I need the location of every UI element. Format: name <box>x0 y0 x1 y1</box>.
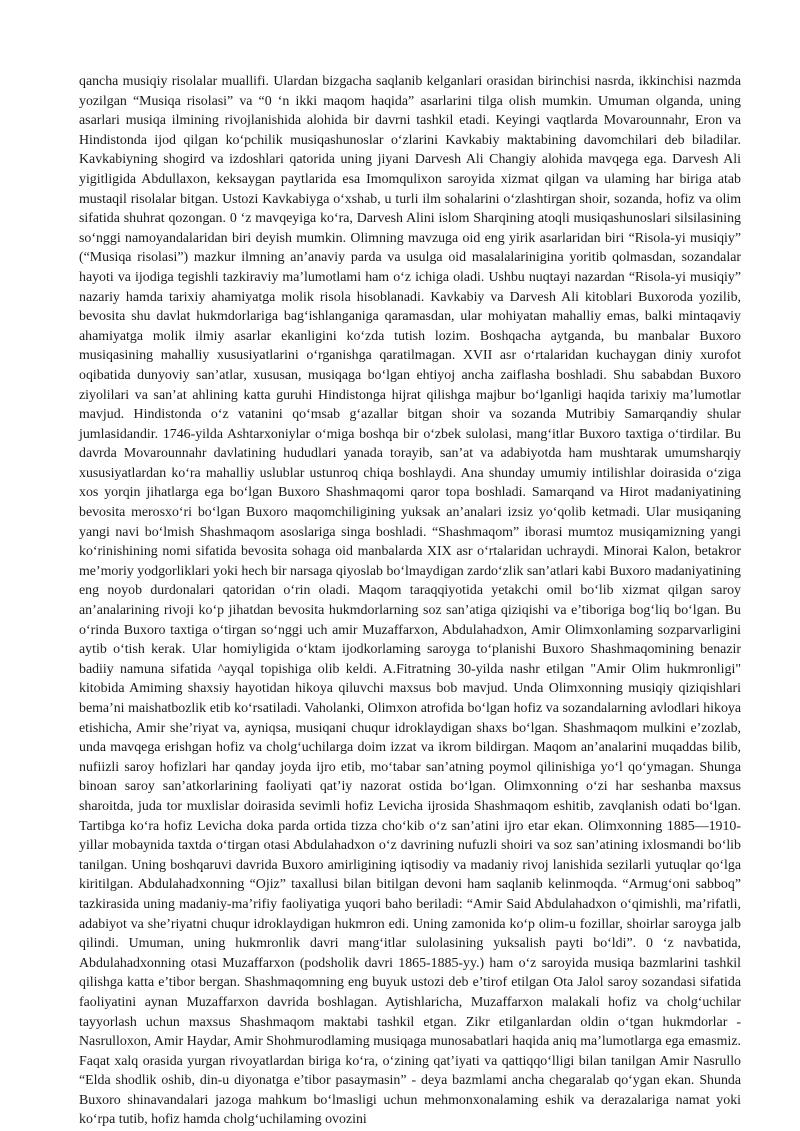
body-paragraph: qancha musiqiy risolalar muallifi. Ulardan bizgacha saqlanib kelganlari orasidan birinchisi nasrda, ikkinchisi nazmda yozilgan “Musiqa risolasi” va “0 ‘n ikki maqom haqida” asarlarini tilga olish mumkin. Umuman olganda, uning asarlari musiqa ilmining rivojlanishida alohida bir davrni tashkil etadi. Keyingi vaqtlarda Movarounnahr, Eron va Hindistonda ijod qilgan ko‘pchilik musiqashunoslar o‘zlarini Kavkabiy maktabining davomchilari deb biladilar. Kavkabiyning shogird va izdoshlari qatorida uning jiyani Darvesh Ali Changiy alohida mavqega ega. Darvesh Ali yigitligida Abdullaxon, keksaygan paytlarida esa Imomqulixon saroyida xizmat qilgan va ulaming har biriga atab mustaqil risolalar bitgan. Ustozi Kavkabiyga o‘xshab, u turli ilm sohalarini o‘zlashtirgan shoir, sozanda, hofiz va olim sifatida shuhrat qozongan. 0 ‘z mavqeyiga ko‘ra, Darvesh Alini islom Sharqining atoqli musiqashunoslari silsilasining so‘nggi namoyandalaridan biri deyish mumkin. Olimning mavzuga oid eng yirik asarlaridan biri “Risola-yi musiqiy” (“Musiqa risolasi”) mazkur ilmning an’anaviy parda va usulga oid masalalarinigina yoritib qolmasdan, sozandalar hayoti va ijodiga tegishli tazkiraviy ma’lumotlami ham o‘z ichiga oladi. Ushbu nuqtayi nazardan “Risola-yi musiqiy” nazariy hamda tarixiy ahamiyatga molik risola hisoblanadi. Kavkabiy va Darvesh Ali kitoblari Buxoroda yozilib, bevosita shu davlat hukmdorlariga bag‘ishlanganiga qaramasdan, ular mohiyatan mahalliy emas, balki mintaqaviy ahamiyatga molik ilmiy asarlar ekanligini ko‘zda tutish lozim. Boshqacha aytganda, bu manbalar Buxoro musiqasining mahalliy xususiyatlarini o‘rganishga qaratilmagan. XVII asr o‘rtalaridan kuchaygan diniy xurofot oqibatida dunyoviy san’atlar, xususan, musiqaga bo‘lgan ehtiyoj ancha zaiflasha boshladi. Shu sababdan Buxoro ziyolilari va san’at ahlining katta guruhi Hindistonga hijrat qilishga majbur bo‘lganligi haqida tarixiy ma’lumotlar mavjud. Hindistonda o‘z vatanini qo‘msab g‘azallar bitgan shoir va sozanda Mutribiy Samarqandiy shular jumlasidandir. 1746-yilda Ashtarxoniylar o‘miga boshqa bir o‘zbek sulolasi, mang‘itlar Buxoro taxtiga o‘tirdilar. Bu davrda Movarounnahr davlatining hududlari yanada torayib, san’at va adabiyotda ham mushtarak umumsharqiy xususiyatlardan ko‘ra mahalliy uslublar ustunroq chiqa boshlaydi. Ana shunday umumiy intilishlar doirasida o‘ziga xos yorqin jihatlarga ega bo‘lgan Buxoro Shashmaqomi qaror topa boshladi. Samarqand va Hirot madaniyatining bevosita merosxo‘ri bo‘lgan Buxoro maqomchiligining yuksak an’analari izsiz yo‘qolib ketmadi. Ular musiqaning yangi navi bo‘lmish Shashmaqom asoslariga singa boshladi. “Shashmaqom” iborasi mumtoz musiqamizning yangi ko‘rinishining nomi sifatida bevosita sohaga oid manbalarda XIX asr o‘rtalaridan uchraydi. Minorai Kalon, betakror me’moriy yodgorliklari yoki hech bir narsaga qiyoslab bo‘lmaydigan zardo‘zlik san’atlari kabi Buxoro madaniyatining eng noyob durdonalari qatoridan o‘rin oladi. Maqom taraqqiyotida yetakchi omil bo‘lib xizmat qilgan saroy an’analarining rivoji ko‘p jihatdan bevosita hukmdorlarning soz san’atiga qiziqishi va e’tiboriga bog‘liq bo‘lgan. Bu o‘rinda Buxoro taxtiga o‘tirgan so‘nggi uch amir Muzaffarxon, Abdulahadxon, Amir Olimxonlaming sozparvarligini aytib o‘tish kerak. Ular homiyligida o‘ktam ijodkorlaming saroyga to‘planishi Buxoro Shashmaqomining benazir badiiy namuna sifatida ^ayqal topishiga olib keldi. A.Fitratning 30-yilda nashr etilgan "Amir Olim hukmronligi" kitobida Amiming shaxsiy hayotidan hikoya qiluvchi maxsus bob mavjud. Unda Olimxonning musiqiy qiziqishlari bema’ni maishatbozlik etib ko‘rsatiladi. Vaholanki, Olimxon atrofida bo‘lgan hofiz va sozandalarning avlodlari hikoya etishicha, Amir she’riyat va, ayniqsa, musiqani chuqur idroklaydigan shaxs bo‘lgan. Shashmaqom mulkini e’zozlab, unda mavqega erishgan hofiz va cholg‘uchilarga doim izzat va ikrom bildirgan. Maqom an’analarini muqaddas bilib, nufiizli saroy hofizlari har qanday joyda ijro etib, mo‘tabar san’atning poymol qilinishiga yo‘l qo‘ymagan. Shunga binoan saroy san’atkorlarining faoliyati qat’iy nazorat ostida bo‘lgan. Olimxonning o‘zi har seshanba maxsus sharoitda, juda tor muxlislar doirasida sevimli hofiz Levicha ijrosida Shashmaqom eshitib, zavqlanish odati bo‘lgan. Tartibga ko‘ra hofiz Levicha doka parda ortida tizza cho‘kib o‘z san’atini ijro etar ekan. Olimxonning 1885—1910-yillar mobaynida taxtda o‘tirgan otasi Abdulahadxon o‘z davrining nufuzli shoiri va soz san’atining ixlosmandi bo‘lib tanilgan. Uning boshqaruvi davrida Buxoro amirligining iqtisodiy va madaniy rivoj lanishida sezilarli yutuqlar qo‘lga kiritilgan. Abdulahadxonning “Ojiz” taxallusi bilan bitilgan devoni ham saqlanib kelinmoqda. “Armug‘oni sabboq” tazkirasida uning madaniy-ma’rifiy faoliyatiga yuqori baho beriladi: “Amir Said Abdulahadxon o‘qimishli, ma’rifatli, adabiyot va she’riyatni chuqur idroklaydigan hukmron edi. Uning zamonida ko‘p olim-u fozillar, shoirlar saroyga jalb qilindi. Umuman, uning hukmronlik davri mang‘itlar sulolasining yuksalish payti bo‘ldi”. 0 ‘z navbatida, Abdulahadxonning otasi Muzaffarxon (podsholik davri 1865-1885-yy.) ham o‘z saroyida musiqa bazmlarini tashkil qilishga katta e’tibor bergan. Shashmaqomning eng buyuk ustozi deb e’tirof etilgan Ota Jalol saroy sozandasi sifatida faoliyatini aynan Muzaffarxon davrida boshlagan. Aytishlaricha, Muzaffarxon malakali hofiz va cholg‘uchilar tayyorlash uchun maxsus Shashmaqom maktabi tashkil etgan. Zikr etilganlardan oldin o‘tgan hukmdorlar - Nasrulloxon, Amir Haydar, Amir Shohmurodlaming musiqaga munosabatlari haqida aniq ma’lumotlarga ega emasmiz. Faqat xalq orasida yurgan rivoyatlardan biriga ko‘ra, o‘zining qat’iyati va qattiqqo‘lligi bilan tanilgan Amir Nasrullo “Elda shodlik oshib, din-u diyonatga e’tibor pasaymasin” - deya bazmlami ancha chegaralab qo‘ygan ekan. Shunda Buxoro shinavandalari jazoga mahkum bo‘lmasligi uchun mehmonxonalaming eshik va derazalariga namat yoki ko‘rpa tutib, hofiz hamda cholg‘uchilaming ovozini <box>79 74 741 1128</box>
document-page <box>79 72 741 1130</box>
